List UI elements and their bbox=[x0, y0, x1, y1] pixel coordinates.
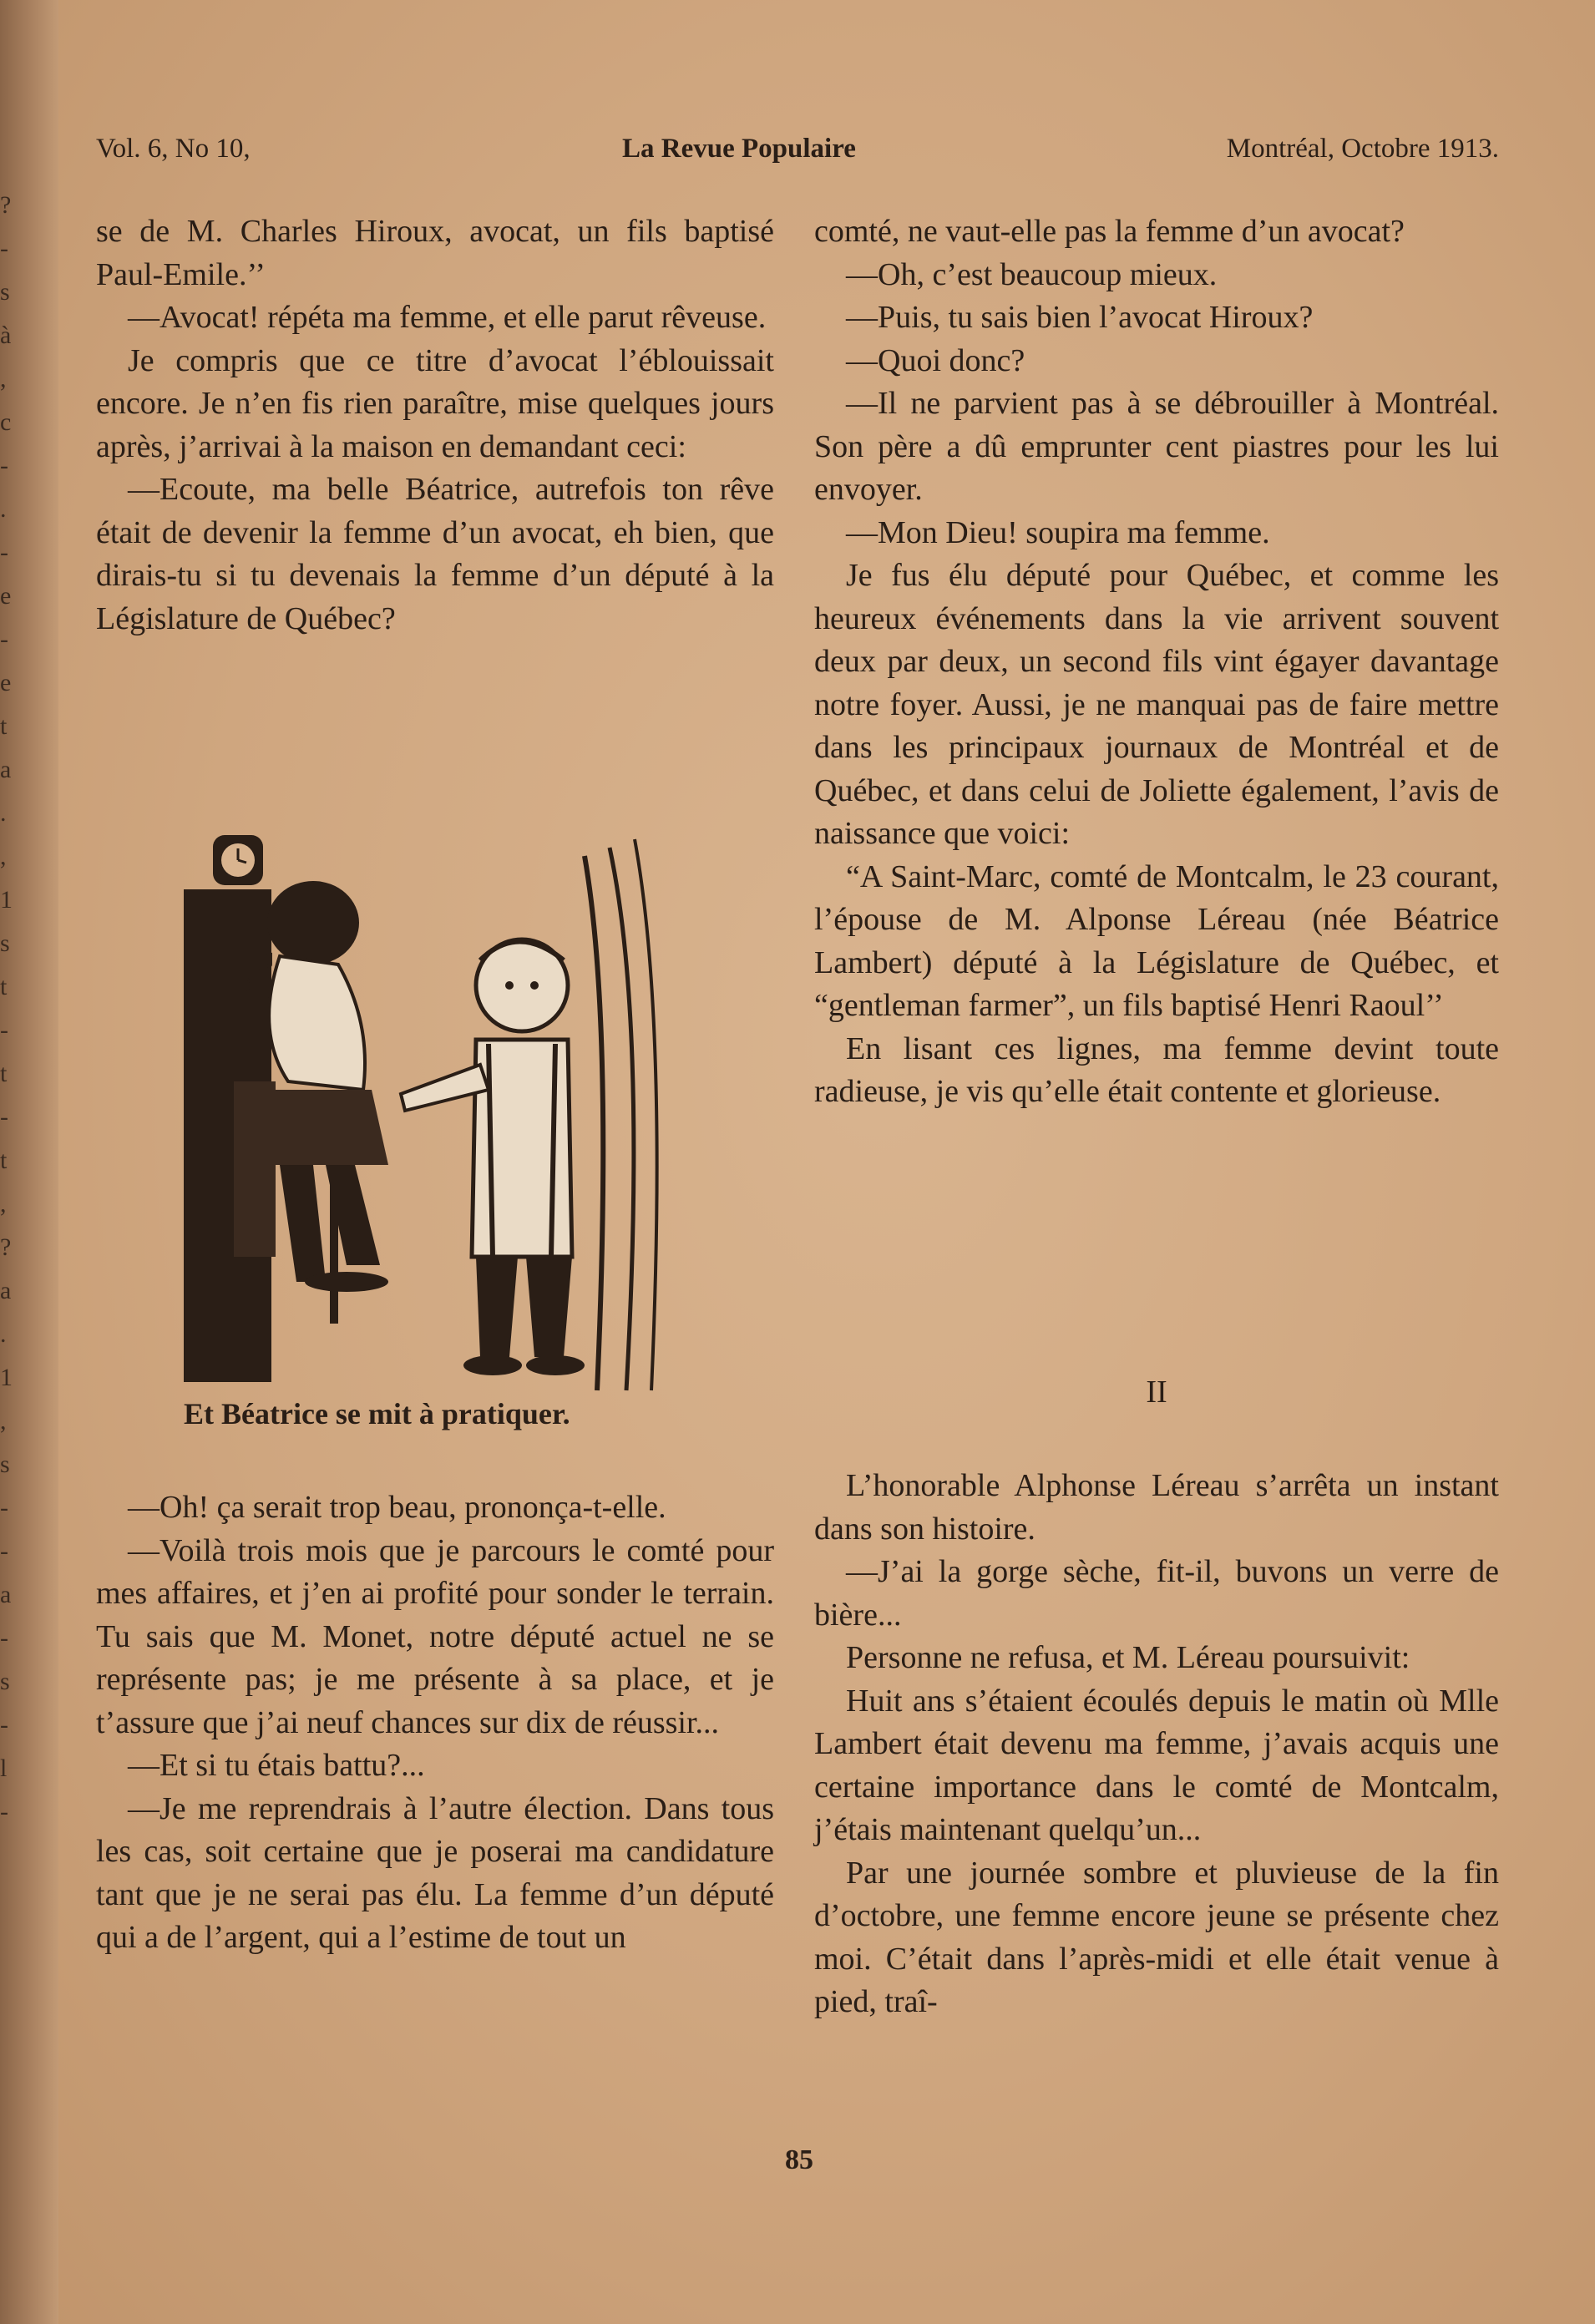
paragraph: comté, ne vaut-elle pas la femme d’un avocat? bbox=[814, 214, 1405, 249]
paragraph: Par une journée sombre et pluvieuse de la fin d’octobre, une femme encore jeune se présente chez moi. C’était dans l’après-midi et elle était venue à pied, traî- bbox=[814, 1855, 1499, 2019]
edge-letter: - bbox=[0, 539, 8, 566]
paragraph: L’honorable Alphonse Léreau s’arrêta un instant dans son histoire. bbox=[814, 1468, 1499, 1547]
volume-number: Vol. 6, No 10, bbox=[96, 134, 251, 164]
page-number: 85 bbox=[785, 2144, 813, 2175]
paragraph: —Il ne parvient pas à se débrouiller à Montréal. Son père a dû emprunter cent piastres pour les lui envoyer. bbox=[814, 386, 1499, 507]
illustration-piano-scene bbox=[180, 814, 681, 1399]
edge-letter: - bbox=[0, 1711, 8, 1739]
section-number: II bbox=[1146, 1375, 1167, 1410]
edge-letter: - bbox=[0, 625, 8, 653]
paragraph: —Oh, c’est beaucoup mieux. bbox=[846, 256, 1218, 292]
edge-letter: ? bbox=[0, 191, 12, 219]
paragraph: —Oh! ça serait trop beau, prononça-t-elle. bbox=[128, 1490, 666, 1525]
edge-letter: t bbox=[0, 712, 8, 740]
edge-letter: - bbox=[0, 1103, 8, 1131]
edge-letter: - bbox=[0, 1016, 8, 1044]
column-left-bottom bbox=[96, 1486, 774, 1960]
music-note-icon: ♪ bbox=[238, 964, 255, 1001]
column-right-bottom bbox=[814, 1465, 1499, 2024]
column-right-top bbox=[814, 210, 1499, 1114]
edge-letter: - bbox=[0, 1494, 8, 1521]
paragraph: Je fus élu député pour Québec, et comme les heureux événements dans la vie arrivent souvent deux par deux, un second fils vint égayer davantage notre foyer. Aussi, je ne manquai pas de faire mettre dans les principaux journaux de Montréal et de Québec, et dans celui de Joliette également, l’avis de naissance que voici: bbox=[814, 558, 1499, 851]
issue-date: Montréal, Octobre 1913. bbox=[1226, 134, 1499, 164]
edge-letter: 1 bbox=[0, 1364, 13, 1391]
edge-letter: e bbox=[0, 669, 12, 696]
paragraph: En lisant ces lignes, ma femme devint toute radieuse, je vis qu’elle était contente et glorieuse. bbox=[814, 1030, 1499, 1109]
edge-letter: à bbox=[0, 322, 12, 349]
paragraph: —Avocat! répéta ma femme, et elle parut rêveuse. bbox=[128, 300, 767, 335]
edge-letter: e bbox=[0, 582, 12, 610]
paragraph: —Et si tu étais battu?... bbox=[128, 1748, 425, 1783]
edge-letter: a bbox=[0, 1277, 12, 1304]
paragraph: —Mon Dieu! soupira ma femme. bbox=[846, 514, 1270, 550]
adjacent-page-edge-text bbox=[0, 184, 17, 1834]
paragraph: —Je me reprendrais à l’autre élection. Dans tous les cas, soit certaine que je poserai ma candidature tant que je ne serai pas élu. La femme d’un député qui a de l’argent, qui a l’estime de tout un bbox=[96, 1790, 774, 1955]
edge-letter: a bbox=[0, 1581, 12, 1608]
edge-letter: c bbox=[0, 408, 12, 436]
illustration-caption: Et Béatrice se mit à pratiquer. bbox=[184, 1397, 570, 1430]
edge-letter: , bbox=[0, 843, 7, 870]
page-header bbox=[96, 134, 1499, 175]
paragraph: Personne ne refusa, et M. Léreau poursuivit: bbox=[846, 1640, 1410, 1675]
edge-letter: , bbox=[0, 1407, 7, 1435]
edge-letter: - bbox=[0, 1798, 8, 1825]
edge-letter: . bbox=[0, 495, 7, 523]
edge-letter: - bbox=[0, 235, 8, 262]
edge-letter: s bbox=[0, 1668, 10, 1695]
svg-text:♫: ♫ bbox=[255, 944, 276, 975]
paragraph: —Puis, tu sais bien l’avocat Hiroux? bbox=[846, 300, 1314, 335]
woman-figure bbox=[267, 881, 359, 965]
column-left-top bbox=[96, 210, 774, 640]
paragraph: Huit ans s’étaient écoulés depuis le matin où Mlle Lambert était devenu ma femme, j’avais acquis une certaine importance dans le comté de Montcalm, j’étais maintenant quelqu’un... bbox=[814, 1683, 1499, 1847]
edge-letter: - bbox=[0, 1537, 8, 1565]
paragraph: se de M. Charles Hiroux, avocat, un fils baptisé Paul-Emile.’’ bbox=[96, 214, 774, 292]
edge-letter: t bbox=[0, 973, 8, 1000]
edge-letter: t bbox=[0, 1060, 8, 1087]
edge-letter: , bbox=[0, 1190, 7, 1218]
edge-letter: a bbox=[0, 756, 12, 783]
edge-letter: - bbox=[0, 1624, 8, 1652]
edge-letter: s bbox=[0, 929, 10, 957]
edge-letter: t bbox=[0, 1147, 8, 1174]
edge-letter: s bbox=[0, 278, 10, 306]
edge-letter: . bbox=[0, 1320, 7, 1348]
paragraph: —Quoi donc? bbox=[846, 342, 1025, 378]
journal-title: La Revue Populaire bbox=[622, 134, 856, 164]
edge-letter: ? bbox=[0, 1233, 12, 1261]
edge-letter: - bbox=[0, 452, 8, 479]
edge-letter: s bbox=[0, 1451, 10, 1478]
paragraph: Je compris que ce titre d’avocat l’éblouissait encore. Je n’en fis rien paraître, mise quelques jours après, j’arrivai à la maison en demandant ceci: bbox=[96, 342, 774, 464]
paragraph: —Ecoute, ma belle Béatrice, autrefois ton rêve était de devenir la femme d’un avocat, eh bien, que dirais-tu si tu devenais la femme d’un député à la Législature de Québec? bbox=[96, 472, 774, 636]
edge-letter: , bbox=[0, 365, 7, 392]
edge-letter: 1 bbox=[0, 886, 13, 914]
paragraph: —J’ai la gorge sèche, fit-il, buvons un verre de bière... bbox=[814, 1554, 1499, 1633]
edge-letter: l bbox=[0, 1754, 8, 1782]
paragraph: —Voilà trois mois que je parcours le comté pour mes affaires, et j’en ai profité pour sonder le terrain. Tu sais que M. Monet, notre député actuel ne se représente pas; je me présente à sa place, et je t’assure que j’ai neuf chances sur dix de réussir... bbox=[96, 1532, 774, 1740]
paragraph: “A Saint-Marc, comté de Montcalm, le 23 courant, l’épouse de M. Alponse Léreau (née Béatrice Lambert) député à la Législature de Québec, et “gentleman farmer”, un fils baptisé Henri Raoul’’ bbox=[814, 858, 1499, 1023]
edge-letter: . bbox=[0, 799, 7, 827]
